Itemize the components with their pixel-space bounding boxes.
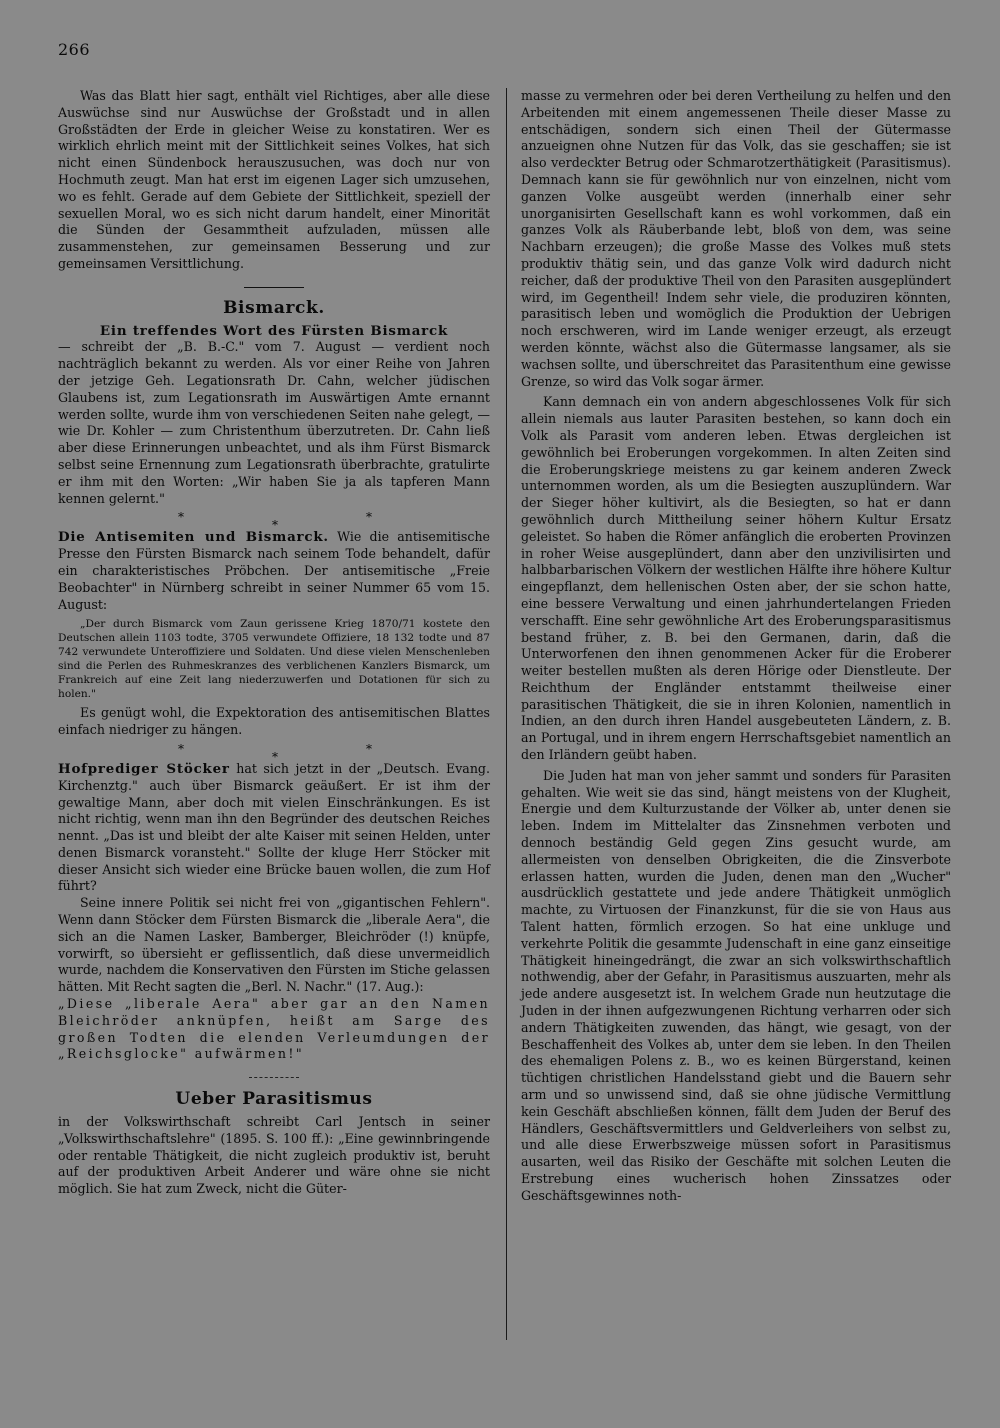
article-body: Kann demnach ein von andern abgeschlossenes Volk für sich allein niemals aus lauter Parasiten bestehen, so kann doch ein Volk als Parasit vom anderen leben. Etwas dergleichen ist gewöhnlich bei Eroberungen vorgekommen. In alten Zeiten sind die Eroberungskriege meistens zu gar keinem anderen Zweck unternommen worden, als um die Besiegten auszuplündern. War der Sieger höher kultivirt, als die Besiegten, so hat er dann gewöhnlich durch Mittheilung seiner höhern Kultur Ersatz geleistet. So haben die Römer anfänglich die eroberten Provinzen in roher Weise ausgeplündert, dann aber den unzivilisirten und halbbarbarischen Völkern der westlichen Hälfte ihre höhere Kultur eingepflanzt, dem hellenischen Osten aber, der sie schon hatte, eine bessere Verwaltung und einen jahrhundertelangen Frieden verschafft. Eine sehr gewöhnliche Art des Eroberungsparasitismus bestand früher, z. B. bei den Germanen, darin, daß die Unterworfenen den ihnen genommenen Acker für die Eroberer weiter bestellen mußten als deren Hörige oder Dienstleute. Der Reichthum der Engländer entstammt theilweise einer parasitischen Thätigkeit, die sie in ihren Kolonien, namentlich in Indien, an den durch ihren Handel ausgebeuteten Ländern, z. B. an Portugal, und in ihrem engern Herrschaftsgebiet namentlich an den Irländern geübt haben.: [521, 394, 951, 763]
left-column: [58, 88, 490, 1198]
page-number: 266: [58, 40, 91, 59]
article-headline: Die Antisemiten und Bismarck.: [58, 529, 329, 546]
article-body: Die Juden hat man von jeher sammt und sonders für Parasiten gehalten. Wie weit sie das sind, hängt meistens von der Klugheit, Energie und dem Kulturzustande der Völker ab, unter denen sie leben. Indem im Mittelalter das Zinsnehmen verboten und dennoch beständig Geld gegen Zins gesucht wurde, am allermeisten von denselben Obrigkeiten, die die Zinsverbote erlassen hatten, wurden die Juden, denen man den „Wucher" ausdrücklich gestattete und jede andere Thätigkeit unmöglich machte, zu Virtuosen der Finanzkunst, für die sie von Haus aus Talent hatten, förmlich erzogen. So hat eine unkluge und verkehrte Politik die gesammte Judenschaft in eine ganz einseitige Thätigkeit hineingedrängt, die zwar an sich volkswirthschaftlich nothwendig, aber der Gefahr, in Parasitismus auszuarten, mehr als jede andere ausgesetzt ist. In welchem Grade nun heutzutage die Juden in der ihnen aufgezwungenen Richtung verharren oder sich andern Thätigkeiten zuwenden, das hängt, wie gesagt, von der Beschaffenheit des Volkes ab, unter dem sie leben. In den Theilen des ehemaligen Polens z. B., wo es keinen Bürgerstand, keinen tüchtigen christlichen Handelsstand giebt und die Bauern sehr arm und so unwissend sind, daß sie ohne jüdische Vermittlung kein Geschäft abschließen können, fällt dem Juden der Beruf des Händlers, Geschäftsvermittlers und Geldverleihers von selbst zu, und alle diese Erwerbszweige müssen sofort in Parasitismus ausarten, weil das Risiko der Geschäfte mit solchen Leuten die Erstrebung eines wucherisch hohen Zinssatzes oder Geschäftsgewinnes noth-: [521, 767, 951, 1203]
article-body: — schreibt der „B. B.-C." vom 7. August — verdient noch nachträglich bekannt zu werden. Als vor einer Reihe von Jahren der jetzige Geh. Legationsrath Dr. Cahn, welcher jüdischen Glaubens ist, zum Legationsrath im Auswärtigen Amte ernannt werden sollte, wurde ihm von verschiedenen Seiten nahe gelegt, — wie Dr. Kohler — zum Christenthum überzutreten. Dr. Cahn ließ aber diese Erinnerungen unbeachtet, und als ihm Fürst Bismarck selbst seine Ernennung zum Legationsrath überbrachte, gratulirte er ihm mit den Worten: „Wir haben Sie ja als tapferen Mann kennen gelernt.": [58, 339, 490, 506]
intro-paragraph: Was das Blatt hier sagt, enthält viel Richtiges, aber alle diese Auswüchse sind nur Auswüchse der Großstadt und in allen Großstädten der Erde in gleicher Weise zu konstatiren. Wer es wirklich ehrlich meint mit der Sittlichkeit seines Volkes, hat sich nicht einen Sündenbock herauszusuchen, was doch nur von Hochmuth zeugt. Man hat erst im eigenen Lager sich umzusehen, wo es fehlt. Gerade auf dem Gebiete der Sittlichkeit, speziell der sexuellen Moral, wo es sich nicht darum handelt, einer Minorität die Sünden der Gesammtheit aufzuladen, müssen alle zusammenstehen, zur gemeinsamen Besserung und zur gemeinsamen Versittlichung.: [58, 88, 490, 271]
article-body: masse zu vermehren oder bei deren Vertheilung zu helfen und den Arbeitenden mit einem angemessenen Theile dieser Masse zu entschädigen, sondern sich einen Theil der Gütermasse anzueignen ohne Nutzen für das Volk, das sie geschaffen; sie ist also verdeckter Betrug oder Schmarotzerthätigkeit (Parasitismus). Demnach kann sie für gewöhnlich nur von einzelnen, nicht vom ganzen Volke ausgeübt werden (innerhalb einer sehr unorganisirten Gesellschaft kann es wohl vorkommen, daß ein ganzes Volk als Räuberbande lebt, bloß von dem, was seine Nachbarn erzeugen); die große Masse des Volkes muß stets produktiv thätig sein, und das ganze Volk wird dadurch nicht reicher, daß der produktive Theil von den Parasiten ausgeplündert wird, im Gegentheil! Indem sehr viele, die produziren könnten, parasitisch leben und womöglich die Produktion der Uebrigen noch erschweren, wird im Lande weniger erzeugt, als erzeugt werden könnte, wächst also die Gütermasse langsamer, als sie wachsen sollte, und überschreitet das Parasitenthum eine gewisse Grenze, so wird das Volk sogar ärmer.: [521, 88, 951, 389]
article-headline: Ein treffendes Wort des Fürsten Bismarck: [99, 322, 449, 339]
column-divider: [506, 88, 507, 1340]
star: *: [178, 510, 184, 525]
separator-stars: [58, 509, 490, 533]
right-column: [521, 88, 951, 1205]
article-body: Es genügt wohl, die Expektoration des antisemitischen Blattes einfach niedriger zu hängen.: [58, 705, 490, 738]
star: *: [272, 749, 278, 764]
section-title-bismarck: Bismarck.: [223, 297, 325, 318]
star: *: [366, 510, 372, 525]
article-body: in der Volkswirthschaft schreibt Carl Jentsch in seiner „Volkswirthschaftslehre" (1895. S. 100 ff.): „Eine gewinnbringende oder rentable Thätigkeit, die nicht zugleich produktiv ist, beruht auf der produktiven Arbeit Anderer und wäre ohne sie nicht möglich. Sie hat zum Zweck, nicht die Güter-: [58, 1114, 490, 1197]
article-body: Seine innere Politik sei nicht frei von „gigantischen Fehlern". Wenn dann Stöcker dem Fürsten Bismarck die „liberale Aera", die sich an die Namen Lasker, Bamberger, Bleichröder (!) knüpfe, vorwirft, so übersieht er geflissentlich, daß diese unvermeidlich wurde, nachdem die Konservativen den Fürsten im Stiche gelassen hätten. Mit Recht sagten die „Berl. N. Nachr." (17. Aug.):: [58, 895, 490, 995]
article-quote-spaced: „Diese „liberale Aera" aber gar an den Namen Bleichröder anknüpfen, heißt am Sarge des großen Todten die elenden Verleumdungen der „Reichsglocke" aufwärmen!": [58, 996, 490, 1062]
star: *: [366, 741, 372, 756]
separator-stars: [58, 741, 490, 764]
section-title-parasitismus: Ueber Parasitismus: [175, 1089, 373, 1110]
article-body: Wie die antisemitische Presse den Fürsten Bismarck nach seinem Tode behandelt, dafür ein charakteristisches Pröbchen. Der antisemitische „Freie Beobachter" in Nürnberg schreibt in seiner Nummer 65 vom 15. August:: [58, 529, 491, 612]
section-rule: [249, 1077, 299, 1079]
section-rule: [244, 287, 304, 288]
article-headline: Hofprediger Stöcker: [58, 760, 230, 777]
article-quote: „Der durch Bismarck vom Zaun gerissene Krieg 1870/71 kostete den Deutschen allein 1103 todte, 3705 verwundete Offiziere, 18 132 todte und 87 742 verwundete Unteroffiziere und Soldaten. Und diese vielen Menschenleben sind die Perlen des Ruhmeskranzes des verblichenen Kanzlers Bismarck, um Frankreich auf eine Zeit lang niederzuwerfen und Dotationen für sich zu holen.": [58, 618, 490, 701]
star: *: [178, 741, 184, 756]
article-body: hat sich jetzt in der „Deutsch. Evang. Kirchenztg." auch über Bismarck geäußert. Er ist ihm der gewaltige Mann, aber doch mit vielen Einschränkungen. Es ist nicht richtig, wenn man ihn den Begründer des deutschen Reiches nennt. „Das ist und bleibt der alte Kaiser mit seinen Helden, unter denen Bismarck voransteht." Sollte der kluge Herr Stöcker mit dieser Ansicht sich wieder eine Brücke bauen wollen, die zum Hof führt?: [58, 760, 490, 894]
star: *: [272, 518, 278, 533]
